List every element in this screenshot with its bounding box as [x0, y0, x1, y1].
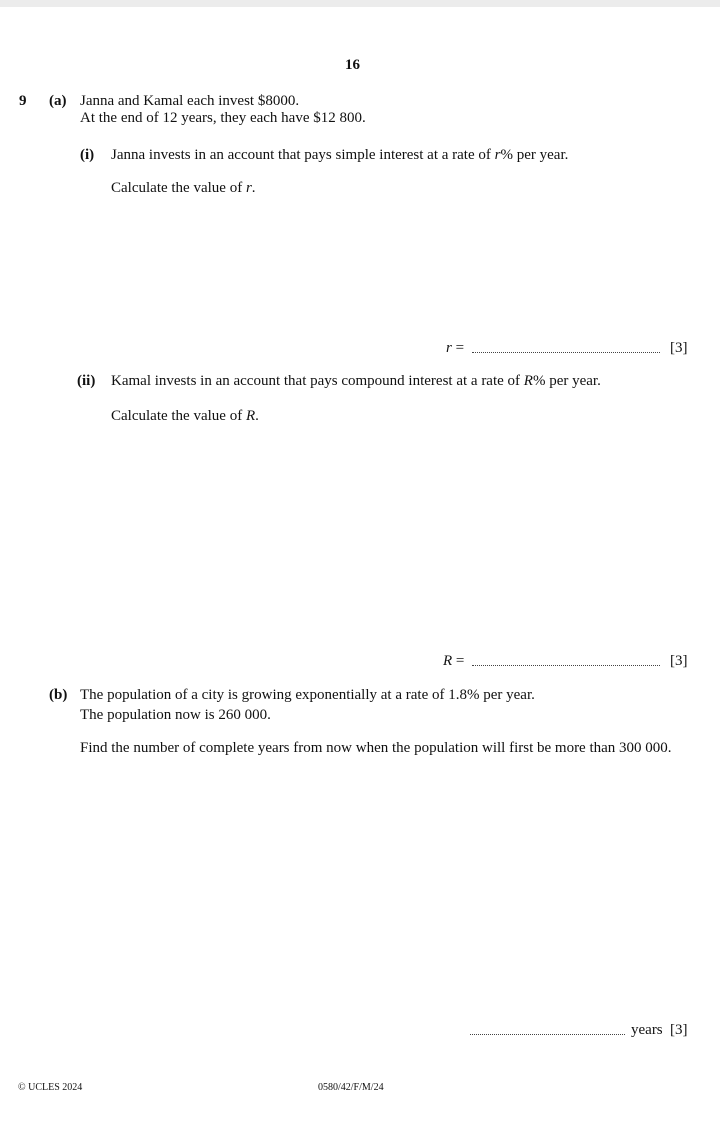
part-a-label: (a)	[49, 93, 67, 109]
part-a-line-2: At the end of 12 years, they each have $12 800.	[80, 110, 366, 126]
part-b-instruction: Find the number of complete years from now when the population will first be more than 300 000.	[80, 740, 672, 756]
answer-years-unit: years	[631, 1022, 663, 1038]
part-a-line-1: Janna and Kamal each invest $8000.	[80, 93, 300, 109]
marks-a-i: [3]	[670, 340, 688, 356]
answer-years-line[interactable]	[470, 1034, 625, 1035]
answer-R-label: R =	[443, 653, 465, 669]
part-a-ii-instruction: Calculate the value of R.	[111, 408, 259, 424]
part-b-line-2: The population now is 260 000.	[80, 707, 271, 723]
question-number: 9	[19, 93, 27, 109]
part-a-i-instruction: Calculate the value of r.	[111, 180, 256, 196]
part-b-label: (b)	[49, 687, 68, 703]
footer-paper-code: 0580/42/F/M/24	[318, 1082, 384, 1093]
answer-R-line[interactable]	[472, 665, 660, 666]
part-a-i-label: (i)	[80, 147, 95, 163]
part-a-i-text: Janna invests in an account that pays simple interest at a rate of r% per year.	[111, 147, 569, 163]
answer-r-label: r =	[446, 340, 465, 356]
marks-b: [3]	[670, 1022, 688, 1038]
viewer-top-bar	[0, 0, 720, 7]
part-a-ii-label: (ii)	[77, 373, 96, 389]
marks-a-ii: [3]	[670, 653, 688, 669]
footer-copyright: © UCLES 2024	[18, 1082, 83, 1093]
answer-r-line[interactable]	[472, 352, 660, 353]
part-b-line-1: The population of a city is growing exponentially at a rate of 1.8% per year.	[80, 687, 535, 703]
page-number: 16	[345, 57, 360, 73]
part-a-ii-text: Kamal invests in an account that pays compound interest at a rate of R% per year.	[111, 373, 601, 389]
